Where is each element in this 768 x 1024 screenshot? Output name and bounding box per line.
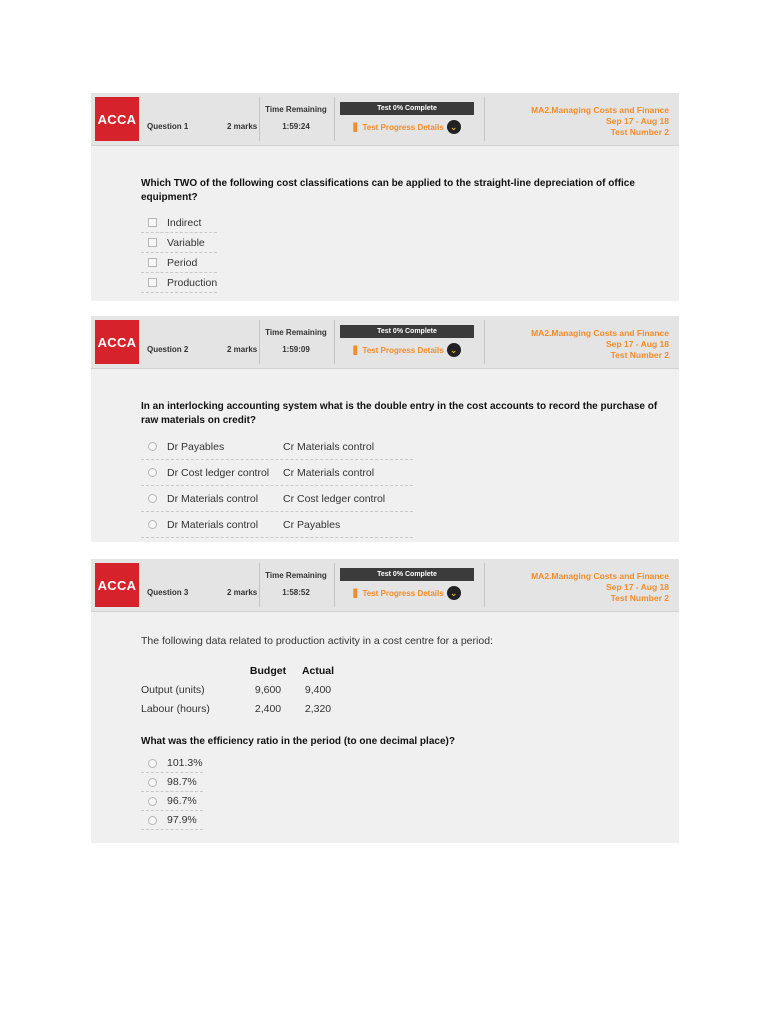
- table-cell: Labour (hours): [141, 702, 210, 715]
- question-body: [91, 612, 679, 830]
- header-divider: [484, 320, 485, 364]
- question-card-3: [91, 559, 679, 843]
- header-divider: [334, 97, 335, 141]
- time-remaining-label: Time Remaining: [265, 105, 327, 114]
- question-text: Which TWO of the following cost classifications can be applied to the straight-line depreciation of office equipment?: [141, 178, 635, 203]
- table-header-row: [141, 661, 343, 680]
- option-credit: Cr Materials control: [283, 440, 375, 453]
- test-progress-details-label: Test Progress Details: [362, 345, 444, 355]
- radio-button[interactable]: [148, 816, 157, 825]
- radio-button[interactable]: [148, 468, 157, 477]
- checkbox[interactable]: [148, 278, 157, 287]
- header-divider: [259, 97, 260, 141]
- radio-button[interactable]: [148, 759, 157, 768]
- acca-logo: ACCA: [95, 563, 139, 607]
- radio-button[interactable]: [148, 442, 157, 451]
- question-marks: 2 marks: [227, 588, 258, 597]
- course-info: [531, 571, 669, 604]
- chevron-down-icon[interactable]: ⌄: [447, 343, 461, 357]
- bar-chart-icon: ▋: [353, 345, 360, 355]
- test-progress-bar: Test 0% Complete: [340, 568, 474, 581]
- answer-option[interactable]: [141, 792, 203, 811]
- header-divider: [259, 563, 260, 607]
- answer-option[interactable]: [141, 486, 413, 512]
- option-debit: Dr Payables: [167, 440, 225, 453]
- table-cell: 9,600: [254, 683, 282, 696]
- time-remaining-value: 1:59:24: [282, 122, 310, 131]
- option-label: 101.3%: [167, 757, 203, 769]
- header-divider: [334, 320, 335, 364]
- table-cell: Output (units): [141, 683, 205, 696]
- course-title: MA2.Managing Costs and Finance: [531, 328, 669, 338]
- checkbox[interactable]: [148, 238, 157, 247]
- question-text: What was the efficiency ratio in the period (to one decimal place)?: [141, 736, 455, 747]
- question-number: Question 3: [147, 588, 189, 597]
- question-card-1: [91, 93, 679, 301]
- bar-chart-icon: ▋: [353, 122, 360, 132]
- table-cell: 9,400: [304, 683, 332, 696]
- question-text: In an interlocking accounting system what is the double entry in the cost accounts to record the purchase of raw materials on credit?: [141, 401, 658, 426]
- table-header: Actual: [301, 664, 335, 677]
- option-debit: Dr Materials control: [167, 492, 259, 505]
- data-table: [141, 661, 343, 718]
- header-divider: [334, 563, 335, 607]
- question-header: [91, 316, 679, 369]
- answer-options: [141, 213, 217, 293]
- radio-button[interactable]: [148, 494, 157, 503]
- test-number: Test Number 2: [610, 593, 669, 603]
- option-label: 98.7%: [167, 776, 197, 788]
- acca-logo: ACCA: [95, 97, 139, 141]
- option-label: Period: [167, 256, 198, 269]
- radio-button[interactable]: [148, 520, 157, 529]
- option-debit: Dr Cost ledger control: [167, 466, 270, 479]
- question-number: Question 1: [147, 122, 189, 131]
- radio-button[interactable]: [148, 797, 157, 806]
- answer-option[interactable]: [141, 460, 413, 486]
- answer-option[interactable]: [141, 434, 413, 460]
- course-info: [531, 328, 669, 361]
- test-progress-details-label: Test Progress Details: [362, 122, 444, 132]
- answer-option[interactable]: [141, 213, 217, 233]
- course-dates: Sep 17 - Aug 18: [606, 116, 669, 126]
- table-cell: 2,320: [304, 702, 332, 715]
- question-marks: 2 marks: [227, 345, 258, 354]
- checkbox[interactable]: [148, 218, 157, 227]
- chevron-down-icon[interactable]: ⌄: [447, 120, 461, 134]
- option-debit: Dr Materials control: [167, 518, 259, 531]
- header-divider: [259, 320, 260, 364]
- table-header: [141, 661, 243, 680]
- question-header: [91, 559, 679, 612]
- question-body: [91, 369, 679, 538]
- time-remaining-label: Time Remaining: [265, 571, 327, 580]
- question-header: [91, 93, 679, 146]
- option-label: 96.7%: [167, 795, 197, 807]
- table-row: [141, 680, 343, 699]
- test-number: Test Number 2: [610, 350, 669, 360]
- course-dates: Sep 17 - Aug 18: [606, 582, 669, 592]
- option-label: Indirect: [167, 216, 202, 229]
- test-progress-details-link[interactable]: [340, 342, 474, 358]
- test-progress-details-link[interactable]: [340, 119, 474, 135]
- answer-option[interactable]: [141, 811, 203, 830]
- radio-button[interactable]: [148, 778, 157, 787]
- test-progress-bar: Test 0% Complete: [340, 102, 474, 115]
- question-marks: 2 marks: [227, 122, 258, 131]
- header-divider: [484, 563, 485, 607]
- answer-option[interactable]: [141, 773, 203, 792]
- time-remaining-value: 1:59:09: [282, 345, 310, 354]
- answer-option[interactable]: [141, 253, 217, 273]
- time-remaining-value: 1:58:52: [282, 588, 310, 597]
- question-intro: The following data related to production activity in a cost centre for a period:: [141, 635, 493, 647]
- option-credit: Cr Payables: [283, 518, 341, 531]
- answer-options: [141, 754, 203, 830]
- answer-option[interactable]: [141, 754, 203, 773]
- question-card-2: [91, 316, 679, 542]
- bar-chart-icon: ▋: [353, 588, 360, 598]
- time-remaining-label: Time Remaining: [265, 328, 327, 337]
- test-progress-details-label: Test Progress Details: [362, 588, 444, 598]
- option-credit: Cr Materials control: [283, 466, 375, 479]
- answer-option[interactable]: [141, 512, 413, 538]
- course-title: MA2.Managing Costs and Finance: [531, 571, 669, 581]
- option-label: Variable: [167, 236, 205, 249]
- acca-logo: ACCA: [95, 320, 139, 364]
- course-dates: Sep 17 - Aug 18: [606, 339, 669, 349]
- table-row: [141, 699, 343, 718]
- option-credit: Cr Cost ledger control: [283, 492, 386, 505]
- course-title: MA2.Managing Costs and Finance: [531, 105, 669, 115]
- answer-options: [141, 434, 413, 538]
- answer-option[interactable]: [141, 273, 217, 293]
- header-divider: [484, 97, 485, 141]
- table-cell: 2,400: [254, 702, 282, 715]
- test-progress-details-link[interactable]: [340, 585, 474, 601]
- question-body: [91, 146, 679, 293]
- chevron-down-icon[interactable]: ⌄: [447, 586, 461, 600]
- test-number: Test Number 2: [610, 127, 669, 137]
- answer-option[interactable]: [141, 233, 217, 253]
- option-label: 97.9%: [167, 814, 197, 826]
- option-label: Production: [167, 276, 218, 289]
- checkbox[interactable]: [148, 258, 157, 267]
- question-number: Question 2: [147, 345, 189, 354]
- table-header: Budget: [249, 664, 287, 677]
- test-progress-bar: Test 0% Complete: [340, 325, 474, 338]
- course-info: [531, 105, 669, 138]
